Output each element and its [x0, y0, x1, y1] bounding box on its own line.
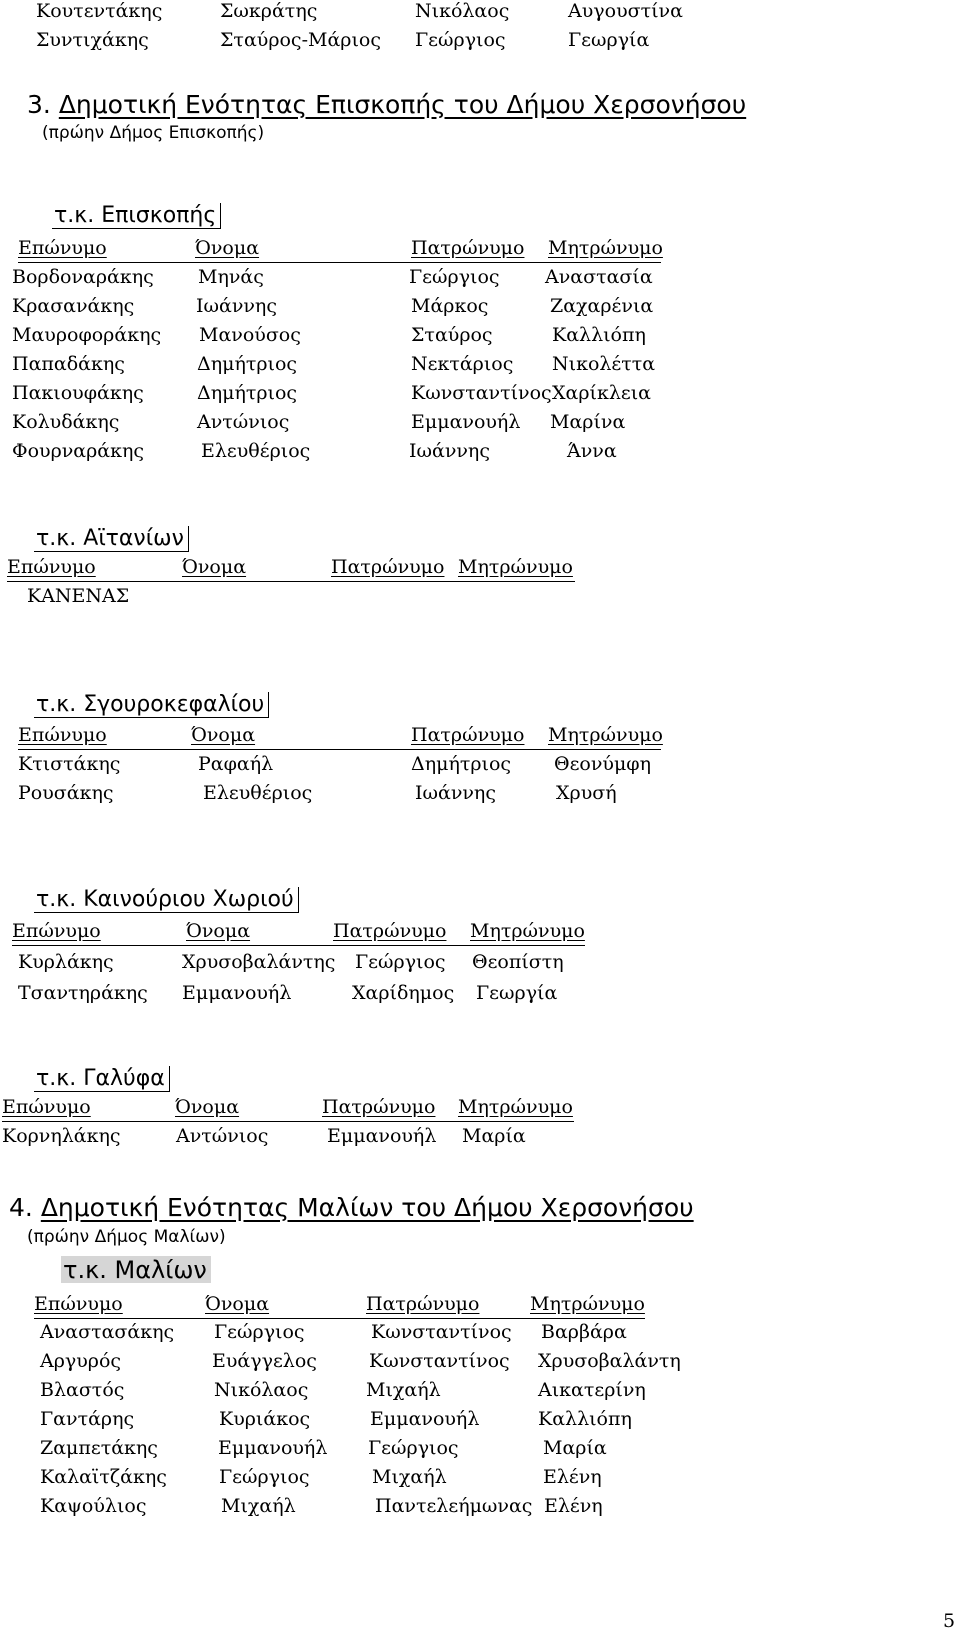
cell: Γεώργιος: [219, 1466, 310, 1488]
cell: Κυρλάκης: [18, 951, 114, 973]
tk-malion-title: τ.κ. Μαλίων: [61, 1256, 211, 1283]
header-father: Πατρώνυμο: [331, 556, 445, 578]
cell: Ελένη: [543, 1466, 602, 1488]
cell: Κωνσταντίνος: [369, 1350, 510, 1372]
section-4-heading: [9, 1195, 694, 1220]
cell: Αικατερίνη: [538, 1379, 646, 1401]
header-father: Πατρώνυμο: [366, 1293, 480, 1315]
header-mother: Μητρώνυμο: [458, 1096, 573, 1118]
cell: Χρυσοβαλάντη: [538, 1350, 681, 1372]
header-surname: Επώνυμο: [18, 724, 107, 746]
cell: Αναστασία: [545, 266, 653, 288]
cell: Φουρναράκης: [12, 440, 145, 462]
cell: Κρασανάκης: [12, 295, 135, 317]
header-name: Όνομα: [182, 556, 247, 578]
cell: Γεώργιος: [214, 1321, 305, 1343]
cell: Γεώργιος: [355, 951, 446, 973]
header-surname: Επώνυμο: [12, 920, 101, 942]
tk-kainouriou-title: τ.κ. Καινούριου Χωριού: [34, 887, 299, 913]
header-mother: Μητρώνυμο: [530, 1293, 645, 1315]
cell: Χαρίδημος: [352, 982, 455, 1004]
tk-episkopis-title: τ.κ. Επισκοπής: [52, 203, 221, 229]
cell: Κουτεντάκης: [36, 0, 163, 22]
cell: Γεώργιος: [415, 29, 506, 51]
section-number: 3.: [27, 90, 51, 119]
cell: Νικολέττα: [552, 353, 656, 375]
cell: Ελευθέριος: [203, 782, 313, 804]
cell: Μιχαήλ: [372, 1466, 447, 1488]
header-father: Πατρώνυμο: [411, 237, 525, 259]
cell: Μαρία: [462, 1125, 526, 1147]
cell: Κωνσταντίνος: [411, 382, 552, 404]
cell: Καλλιόπη: [552, 324, 646, 346]
cell: Κυριάκος: [219, 1408, 311, 1430]
cell: Γαντάρης: [40, 1408, 135, 1430]
cell: Ιωάννης: [196, 295, 277, 317]
tk-sgourokefaliou-title: τ.κ. Σγουροκεφαλίου: [34, 692, 269, 718]
cell: Ζαμπετάκης: [40, 1437, 158, 1459]
header-underline: [7, 581, 575, 582]
cell: Μαρίνα: [550, 411, 626, 433]
cell: Μηνάς: [198, 266, 264, 288]
tk-galyfa-title: τ.κ. Γαλύφα: [34, 1066, 170, 1092]
cell: Εμμανουήλ: [370, 1408, 480, 1430]
cell: Καλλιόπη: [538, 1408, 632, 1430]
section-number: 4.: [9, 1193, 33, 1222]
cell: Μιχαήλ: [221, 1495, 296, 1517]
cell: Ζαχαρένια: [550, 295, 654, 317]
cell: Μαυροφοράκης: [12, 324, 162, 346]
cell: Παντελεήμωνας: [375, 1495, 533, 1517]
cell: Χρυσοβαλάντης: [182, 951, 336, 973]
cell: Τσαντηράκης: [18, 982, 148, 1004]
header-father: Πατρώνυμο: [333, 920, 447, 942]
header-mother: Μητρώνυμο: [548, 724, 663, 746]
cell: Γεώργιος: [368, 1437, 459, 1459]
cell: Γεωργία: [476, 982, 558, 1004]
cell: Θεοπίστη: [472, 951, 564, 973]
header-mother: Μητρώνυμο: [470, 920, 585, 942]
cell: Κορνηλάκης: [2, 1125, 121, 1147]
header-surname: Επώνυμο: [34, 1293, 123, 1315]
cell: Αυγουστίνα: [568, 0, 683, 22]
cell: Ελευθέριος: [201, 440, 311, 462]
cell: Σωκράτης: [220, 0, 318, 22]
cell: Καψούλιος: [40, 1495, 147, 1517]
header-father: Πατρώνυμο: [322, 1096, 436, 1118]
section-title: Δημοτική Ενότητας Μαλίων του Δήμου Χερσονήσου: [40, 1193, 694, 1222]
cell: Ραφαήλ: [198, 753, 274, 775]
cell: Άννα: [567, 440, 617, 462]
cell: Καλαϊτζάκης: [40, 1466, 167, 1488]
cell: Χρυσή: [556, 782, 617, 804]
cell: Μαρία: [543, 1437, 607, 1459]
cell: Βαρβάρα: [541, 1321, 627, 1343]
cell: Αντώνιος: [197, 411, 290, 433]
header-underline: [34, 1318, 645, 1319]
cell: Νικόλαος: [415, 0, 510, 22]
header-name: Όνομα: [186, 920, 251, 942]
header-name: Όνομα: [191, 724, 256, 746]
cell: Δημήτριος: [197, 353, 298, 375]
tk-aitanion-title: τ.κ. Αϊτανίων: [34, 526, 189, 552]
header-underline: [2, 1121, 574, 1122]
cell: Γεωργία: [568, 29, 650, 51]
none-text: ΚΑΝΕΝΑΣ: [27, 585, 130, 607]
cell: Πακιουφάκης: [12, 382, 144, 404]
cell: Αντώνιος: [176, 1125, 269, 1147]
cell: Ιωάννης: [415, 782, 496, 804]
cell: Βορδοναράκης: [12, 266, 154, 288]
cell: Χαρίκλεια: [552, 382, 652, 404]
cell: Αργυρός: [40, 1350, 122, 1372]
header-mother: Μητρώνυμο: [548, 237, 663, 259]
section-3-heading: [27, 92, 746, 117]
header-underline: [18, 262, 661, 263]
cell: Κωνσταντίνος: [371, 1321, 512, 1343]
section-title: Δημοτική Ενότητας Επισκοπής του Δήμου Χερσονήσου: [58, 90, 747, 119]
section-subtitle: (πρώην Δήμος Μαλίων): [27, 1227, 226, 1247]
header-underline: [12, 945, 585, 946]
cell: Μάρκος: [411, 295, 489, 317]
cell: Δημήτριος: [411, 753, 512, 775]
cell: Σταύρος-Μάριος: [220, 29, 381, 51]
header-father: Πατρώνυμο: [411, 724, 525, 746]
header-name: Όνομα: [175, 1096, 240, 1118]
cell: Δημήτριος: [197, 382, 298, 404]
cell: Κολυδάκης: [12, 411, 120, 433]
cell: Ευάγγελος: [212, 1350, 317, 1372]
cell: Νικόλαος: [214, 1379, 309, 1401]
header-underline: [18, 749, 661, 750]
header-surname: Επώνυμο: [7, 556, 96, 578]
cell: Βλαστός: [40, 1379, 125, 1401]
cell: Θεονύμφη: [554, 753, 651, 775]
header-name: Όνομα: [195, 237, 260, 259]
cell: Γεώργιος: [409, 266, 500, 288]
cell: Παπαδάκης: [12, 353, 125, 375]
cell: Εμμανουήλ: [411, 411, 521, 433]
cell: Νεκτάριος: [411, 353, 514, 375]
header-surname: Επώνυμο: [2, 1096, 91, 1118]
page-number: 5: [943, 1610, 956, 1632]
cell: Συντιχάκης: [36, 29, 149, 51]
cell: Ιωάννης: [409, 440, 490, 462]
header-surname: Επώνυμο: [18, 237, 107, 259]
header-mother: Μητρώνυμο: [458, 556, 573, 578]
cell: Εμμανουήλ: [327, 1125, 437, 1147]
cell: Αναστασάκης: [40, 1321, 175, 1343]
header-name: Όνομα: [205, 1293, 270, 1315]
cell: Ρουσάκης: [18, 782, 114, 804]
cell: Μιχαήλ: [366, 1379, 441, 1401]
cell: Σταύρος: [411, 324, 493, 346]
cell: Κτιστάκης: [18, 753, 121, 775]
cell: Ελένη: [544, 1495, 603, 1517]
cell: Εμμανουήλ: [218, 1437, 328, 1459]
section-subtitle: (πρώην Δήμος Επισκοπής): [42, 123, 265, 143]
cell: Εμμανουήλ: [182, 982, 292, 1004]
cell: Μανούσος: [199, 324, 301, 346]
